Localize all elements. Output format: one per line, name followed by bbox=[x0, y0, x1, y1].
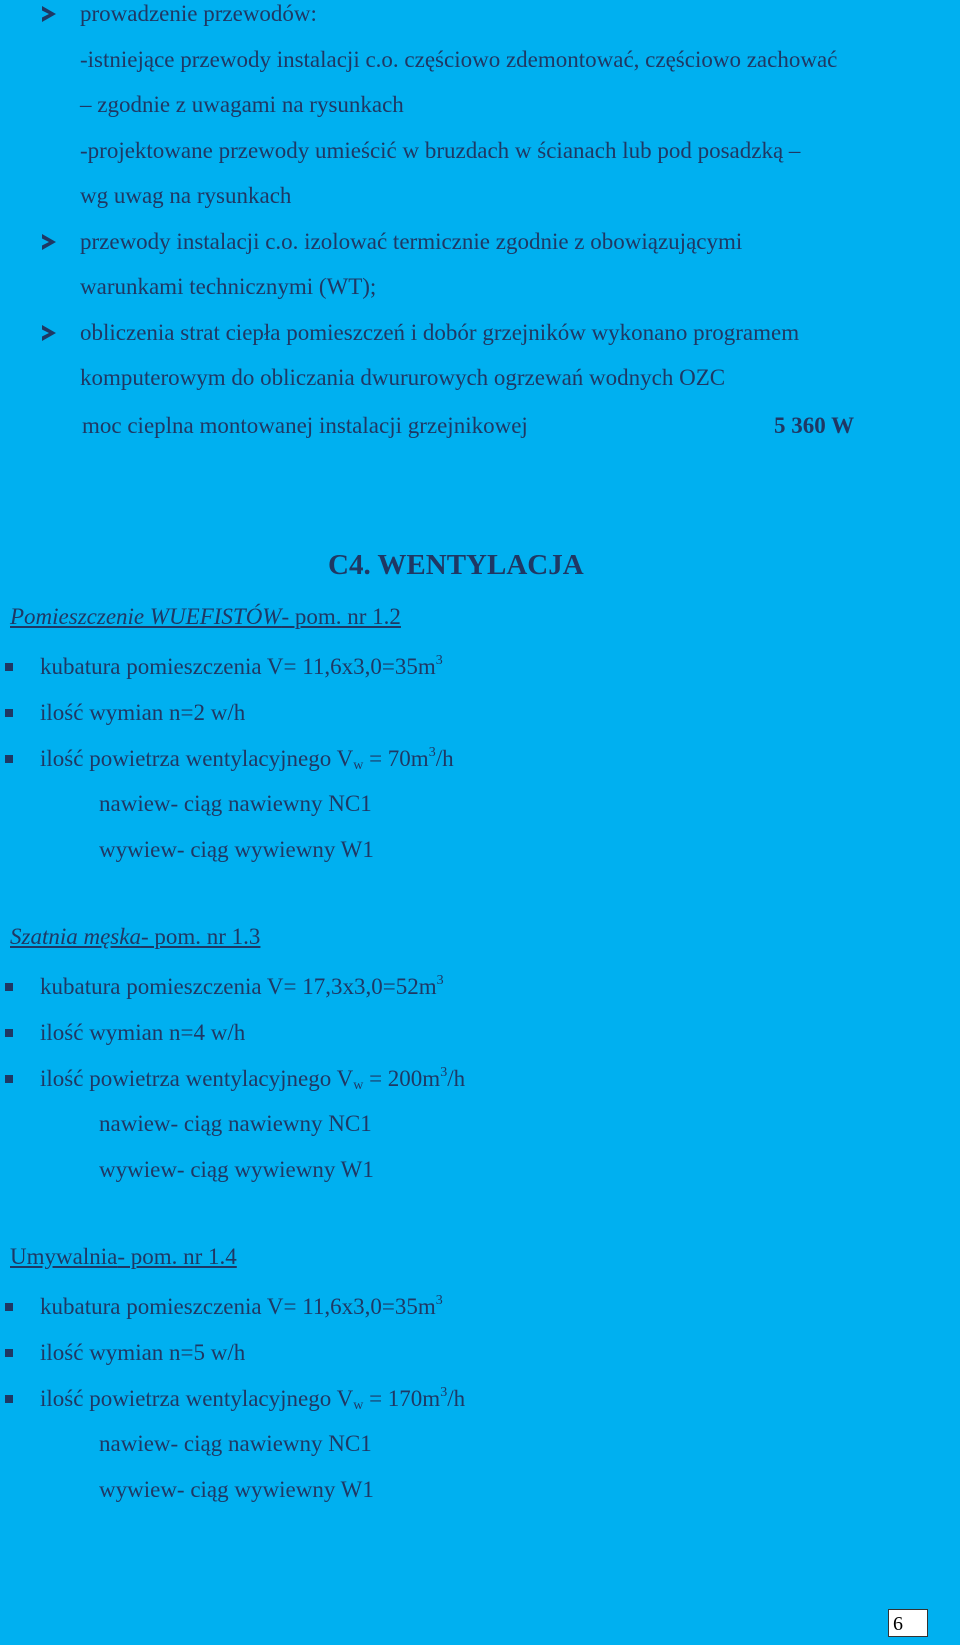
room-ref: - pom. nr 1.4 bbox=[117, 1244, 237, 1269]
section-title: C4. WENTYLACJA bbox=[328, 549, 584, 581]
room-ref: - pom. nr 1.2 bbox=[281, 604, 401, 629]
arrow-bullet-icon bbox=[40, 0, 62, 28]
power-label: moc cieplna montowanej instalacji grzejnikowej bbox=[82, 413, 528, 438]
arrow-bullet-icon bbox=[40, 228, 62, 256]
room-volume: kubatura pomieszczenia $V= 17,3x3,0=52m^3$ bbox=[40, 973, 444, 999]
room-exhaust: wywiew- ciąg wywiewny W1 bbox=[99, 1157, 374, 1182]
item-pipes-line3: -projektowane przewody umieścić w bruzdach w ścianach lub pod posadzką – bbox=[80, 138, 801, 163]
room-airflow: ilość powietrza wentylacyjnego $V_w = 70m^3/h$ bbox=[40, 745, 454, 773]
room-name: Umywalnia bbox=[10, 1244, 118, 1269]
room-supply: nawiew- ciąg nawiewny NC1 bbox=[99, 1111, 372, 1136]
room-exhaust: wywiew- ciąg wywiewny W1 bbox=[99, 1477, 374, 1502]
room-name: Szatnia męska bbox=[10, 924, 141, 949]
room-heading bbox=[10, 1243, 237, 1271]
room-volume: kubatura pomieszczenia $V= 11,6x3,0=35m^3$ bbox=[40, 653, 443, 679]
arrow-bullet-icon bbox=[40, 319, 62, 347]
item-pipes-title: prowadzenie przewodów: bbox=[80, 1, 317, 26]
page-number: 6 bbox=[888, 1609, 928, 1637]
square-bullet-icon bbox=[2, 745, 24, 773]
square-bullet-icon bbox=[2, 699, 24, 727]
square-bullet-icon bbox=[2, 1019, 24, 1047]
room-air-changes: ilość wymian n=2 w/h bbox=[40, 700, 246, 725]
room-ref: - pom. nr 1.3 bbox=[140, 924, 261, 949]
square-bullet-icon bbox=[2, 1339, 24, 1367]
square-bullet-icon bbox=[2, 1065, 24, 1093]
room-heading bbox=[10, 603, 401, 631]
item-calc-line1: obliczenia strat ciepła pomieszczeń i dobór grzejników wykonano programem bbox=[80, 320, 800, 345]
room-exhaust: wywiew- ciąg wywiewny W1 bbox=[99, 837, 374, 862]
square-bullet-icon bbox=[2, 973, 24, 1001]
item-pipes-line2: – zgodnie z uwagami na rysunkach bbox=[80, 92, 404, 117]
square-bullet-icon bbox=[2, 1385, 24, 1413]
room-name: Pomieszczenie WUEFISTÓW bbox=[10, 604, 282, 629]
item-insulation-line1: przewody instalacji c.o. izolować termicznie zgodnie z obowiązującymi bbox=[80, 229, 743, 254]
square-bullet-icon bbox=[2, 653, 24, 681]
room-supply: nawiew- ciąg nawiewny NC1 bbox=[99, 791, 372, 816]
room-supply: nawiew- ciąg nawiewny NC1 bbox=[99, 1431, 372, 1456]
power-value: 5 360 W bbox=[774, 413, 855, 438]
room-volume: kubatura pomieszczenia $V= 11,6x3,0=35m^3$ bbox=[40, 1293, 443, 1319]
item-calc-line2: komputerowym do obliczania dwururowych ogrzewań wodnych OZC bbox=[80, 365, 726, 390]
room-air-changes: ilość wymian n=5 w/h bbox=[40, 1340, 246, 1365]
item-insulation-line2: warunkami technicznymi (WT); bbox=[80, 274, 377, 299]
item-pipes-line4: wg uwag na rysunkach bbox=[80, 183, 292, 208]
room-heading bbox=[10, 923, 260, 951]
square-bullet-icon bbox=[2, 1293, 24, 1321]
room-airflow: ilość powietrza wentylacyjnego $V_w = 200m^3/h$ bbox=[40, 1065, 466, 1093]
item-pipes-line1: -istniejące przewody instalacji c.o. częściowo zdemontować, częściowo zachować bbox=[80, 47, 838, 72]
room-airflow: ilość powietrza wentylacyjnego $V_w = 170m^3/h$ bbox=[40, 1385, 466, 1413]
room-air-changes: ilość wymian n=4 w/h bbox=[40, 1020, 246, 1045]
